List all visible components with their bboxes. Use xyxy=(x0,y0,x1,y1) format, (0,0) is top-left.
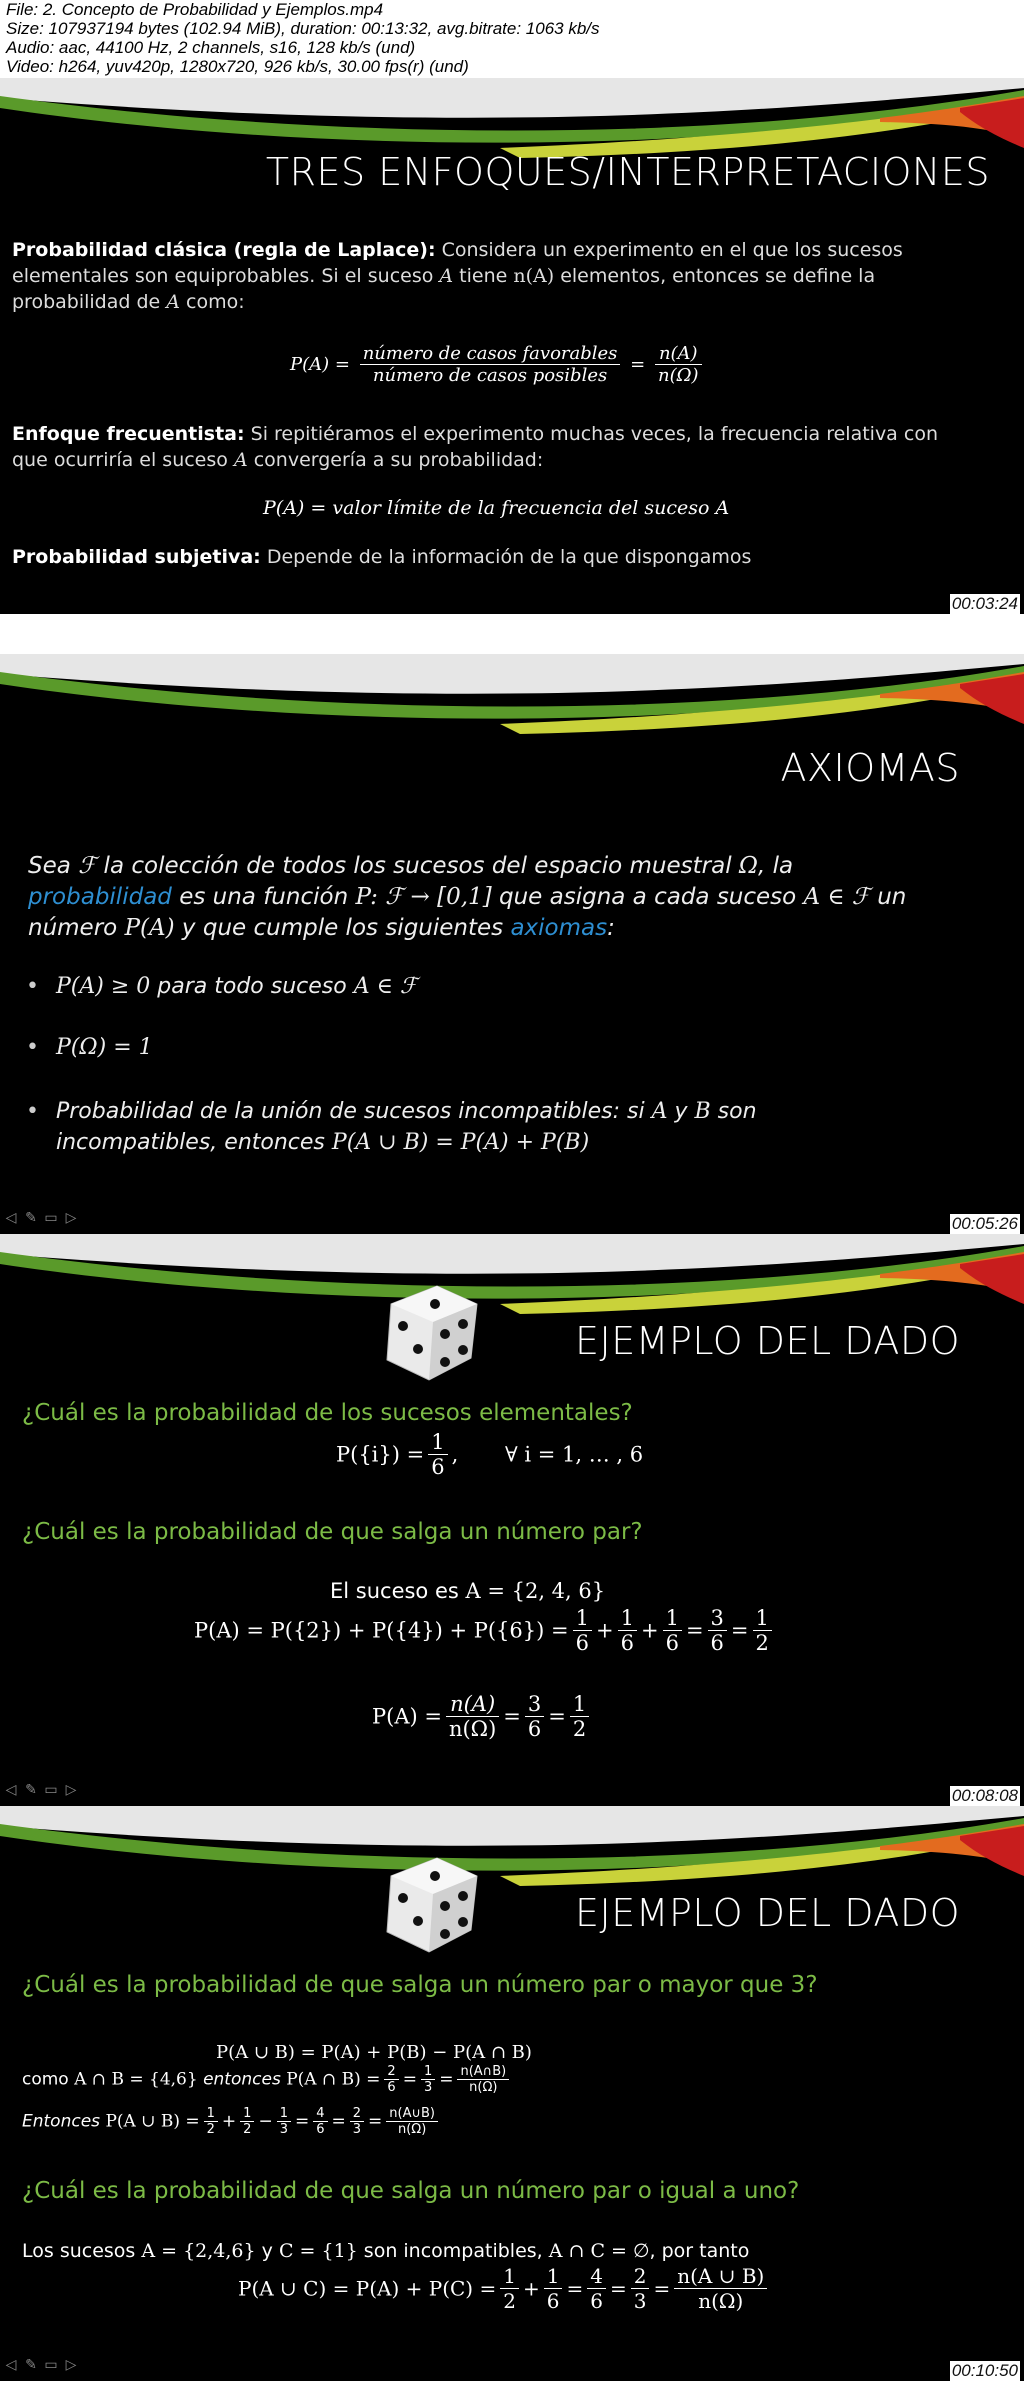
clasica-a2: A xyxy=(166,291,181,313)
f1-rhs: , ∀ i = 1, … , 6 xyxy=(451,1442,644,1467)
axiom-1 xyxy=(56,974,417,999)
f2-text: El suceso es xyxy=(330,1579,466,1603)
f4-mid-den: 6 xyxy=(527,1717,542,1741)
pen-icon[interactable]: ✎ xyxy=(25,1210,37,1226)
ax3-text: incompatibles, entonces xyxy=(56,1130,332,1155)
slide-ejemplo-dado-2 xyxy=(0,1806,1024,2381)
clasica-text3a: probabilidad de xyxy=(12,291,167,313)
f4-mid-num: 3 xyxy=(525,1692,544,1717)
formula-num2: n(A) xyxy=(655,343,702,365)
formula-den: número de casos posibles xyxy=(372,365,608,386)
f2-b: entonces xyxy=(197,2069,287,2090)
intro-text: un xyxy=(869,884,907,910)
f2-set: A ∩ B = {4,6} xyxy=(74,2069,198,2090)
f5-lhs: P(A ∪ C) = P(A) + P(C) = xyxy=(238,2276,497,2301)
formula-interseccion: como A ∩ B = {4,6} entonces P(A ∩ B) = $\frac{2}{6}$ = $\frac{1}{3}$ = $\frac{n(A\cap B)}{n(\Omega)}$ xyxy=(22,2064,513,2095)
question-2: ¿Cuál es la probabilidad de que salga un número par? xyxy=(22,1519,643,1545)
f1-den: 6 xyxy=(431,1455,445,1479)
slide-nav-controls[interactable] xyxy=(2,1210,80,1230)
f4-den: n(Ω) xyxy=(448,1717,497,1741)
subj-text: Depende de la información de la que dispongamos xyxy=(260,546,752,568)
axiom-3 xyxy=(56,1096,757,1158)
timestamp: 00:05:26 xyxy=(951,1214,1018,1233)
axiomas-term: axiomas xyxy=(510,915,608,941)
formula-elemental xyxy=(336,1430,643,1479)
slide-title: AXIOMAS xyxy=(780,746,960,790)
clasica-na: n(A) xyxy=(513,265,555,287)
ax2-math: P(Ω) = 1 xyxy=(56,1035,153,1060)
pen-icon[interactable]: ✎ xyxy=(25,2357,37,2373)
die-icon xyxy=(373,1274,487,1388)
formula-laplace-dado: P(A) = $\frac{n(A)}{n(\Omega)}$ = $\frac{3}{6}$ = $\frac{1}{2}$ xyxy=(372,1692,593,1741)
f4-final-den: 2 xyxy=(572,1717,587,1741)
clasica-text1: Considera un experimento en el que los sucesos xyxy=(435,239,903,261)
axiom-2 xyxy=(56,1035,153,1060)
f4-final-num: 1 xyxy=(570,1692,589,1717)
f2-n3: n(A∩B) xyxy=(457,2064,509,2080)
f2-a: como xyxy=(22,2069,75,2090)
question-1: ¿Cuál es la probabilidad de los sucesos elementales? xyxy=(22,1400,633,1426)
ax3-text: Probabilidad de la unión de sucesos incompatibles: si xyxy=(56,1099,652,1124)
intro-text: y que cumple los siguientes xyxy=(174,915,511,941)
clasica-text2c: elementos, entonces se define la xyxy=(554,265,876,287)
intro-text: número xyxy=(28,915,125,941)
f4-A: A = {2,4,6} xyxy=(141,2240,256,2262)
intro-AinF: A ∈ ℱ xyxy=(803,884,870,910)
subjetiva-paragraph xyxy=(12,546,751,568)
question-2: ¿Cuál es la probabilidad de que salga un número par o igual a uno? xyxy=(22,2178,800,2204)
video-info-header xyxy=(0,0,1024,78)
intro-text: Sea xyxy=(28,853,79,879)
f4-a: Los sucesos xyxy=(22,2240,142,2262)
frec-text1: Si repitiéramos el experimento muchas veces, la frecuencia relativa con xyxy=(244,423,938,445)
slide-title: TRES ENFOQUES/INTERPRETACIONES xyxy=(265,150,990,194)
formula-union: P(A ∪ B) = P(A) + P(B) − P(A ∩ B) xyxy=(216,2042,532,2063)
prev-slide-icon[interactable]: ◁ xyxy=(5,2357,17,2373)
f2-n1: 2 xyxy=(384,2064,398,2080)
f1-lhs: P({i}) = xyxy=(336,1442,425,1467)
ax1-math: P(A) ≥ 0 xyxy=(56,974,151,999)
slide-nav-controls[interactable] xyxy=(2,2357,80,2377)
clasica-text3b: como: xyxy=(180,291,245,313)
pen-icon[interactable]: ✎ xyxy=(25,1782,37,1798)
probabilidad-term: probabilidad xyxy=(28,884,172,910)
f3-lhs: P(A) = P({2}) + P({4}) + P({6}) = xyxy=(194,1618,569,1643)
clasica-label: Probabilidad clásica (regla de Laplace): xyxy=(12,239,436,261)
size-line: Size: 107937194 bytes (102.94 MiB), duration: 00:13:32, avg.bitrate: 1063 kb/s xyxy=(6,19,600,38)
intro-text: que asigna a cada suceso xyxy=(491,884,804,910)
slide-nav-controls[interactable] xyxy=(2,1782,80,1802)
next-slide-icon[interactable]: ▷ xyxy=(65,2357,77,2373)
clasica-paragraph xyxy=(12,237,1012,315)
f2-math: P(A ∩ B) = xyxy=(286,2069,381,2090)
f2-d1: 6 xyxy=(387,2080,396,2095)
formula-lhs: P(A) = xyxy=(290,354,350,375)
menu-icon[interactable]: ▭ xyxy=(44,1782,58,1798)
timestamp: 00:03:24 xyxy=(951,594,1018,613)
formula-den2: n(Ω) xyxy=(657,365,699,386)
f2-d3: n(Ω) xyxy=(469,2080,498,2095)
prev-slide-icon[interactable]: ◁ xyxy=(5,1782,17,1798)
f3-result-den: 6 xyxy=(710,1631,724,1655)
intro-func: P: ℱ → [0,1] xyxy=(355,884,492,910)
f2-d2: 3 xyxy=(423,2080,433,2095)
clasica-text2a: elementales son equiprobables. Si el suceso xyxy=(12,265,440,287)
f3-result-num: 3 xyxy=(708,1606,727,1631)
f4-y: y xyxy=(255,2240,279,2262)
intro-text: , la xyxy=(758,853,794,879)
frec-label: Enfoque frecuentista: xyxy=(12,423,245,445)
prev-slide-icon[interactable]: ◁ xyxy=(5,1210,17,1226)
frecuentista-formula: P(A) = valor límite de la frecuencia del suceso A xyxy=(263,497,730,519)
menu-icon[interactable]: ▭ xyxy=(44,1210,58,1226)
timestamp: 00:08:08 xyxy=(951,1786,1018,1805)
question-1: ¿Cuál es la probabilidad de que salga un número par o mayor que 3? xyxy=(22,1972,818,1998)
intro-F: ℱ xyxy=(78,853,97,879)
intro-text: : xyxy=(607,915,615,941)
intro-text: es una función xyxy=(171,884,356,910)
intro-text: la colección de todos los sucesos del espacio muestral xyxy=(96,853,739,879)
frec-text2b: convergería a su probabilidad: xyxy=(247,449,544,471)
ax3-A: A xyxy=(651,1099,668,1124)
f4-num: n(A) xyxy=(446,1692,499,1717)
laplace-formula xyxy=(290,343,706,386)
audio-line: Audio: aac, 44100 Hz, 2 channels, s16, 128 kb/s (und) xyxy=(6,38,416,57)
frec-text2a: que ocurriría el suceso xyxy=(12,449,234,471)
ax3-text: son xyxy=(710,1099,757,1124)
incompatibles-line xyxy=(22,2240,749,2262)
suceso-line xyxy=(330,1579,605,1603)
formula-union-incompatibles: P(A ∪ C) = P(A) + P(C) = $\frac{1}{2}$ + $\frac{1}{6}$ = $\frac{4}{6}$ = $\frac{2}{3}$ = $\frac{n(A \cup B)}{n(\Omega)}$ xyxy=(238,2264,771,2313)
video-line: Video: h264, yuv420p, 1280x720, 926 kb/s, 30.00 fps(r) (und) xyxy=(6,57,469,76)
ax1-text: para todo suceso xyxy=(150,974,354,999)
subj-label: Probabilidad subjetiva: xyxy=(12,546,261,568)
f3-a: Entonces xyxy=(22,2111,106,2132)
ax3-formula: P(A ∪ B) = P(A) + P(B) xyxy=(331,1130,590,1155)
slide-tres-enfoques xyxy=(0,78,1024,614)
intro-omega: Ω xyxy=(738,853,758,879)
f4-empty: A ∩ C = ∅ xyxy=(548,2240,650,2262)
axiomas-intro xyxy=(28,851,1008,944)
formula-union-result: Entonces P(A ∪ B) = $\frac{1}{2}$ + $\frac{1}{2}$ − $\frac{1}{3}$ = $\frac{4}{6}$ = $\frac{2}{3}$ = $\frac{n(A\cup B)}{n(\Omega)}$ xyxy=(22,2106,442,2137)
menu-icon[interactable]: ▭ xyxy=(44,2357,58,2373)
f4-b: son incompatibles, xyxy=(357,2240,549,2262)
slide-ejemplo-dado-1 xyxy=(0,1234,1024,1806)
formula-eq: = xyxy=(630,354,646,375)
f4-lhs: P(A) = xyxy=(372,1704,442,1729)
f1-num: 1 xyxy=(428,1430,447,1455)
slide-axiomas xyxy=(0,654,1024,1234)
next-slide-icon[interactable]: ▷ xyxy=(65,1210,77,1226)
f2-set: A = {2, 4, 6} xyxy=(465,1579,606,1603)
timestamp: 00:10:50 xyxy=(951,2361,1018,2380)
ax1-math2: A ∈ ℱ xyxy=(353,974,418,999)
frecuentista-paragraph xyxy=(12,421,1012,473)
f3-final-den: 2 xyxy=(755,1631,769,1655)
f2-n2: 1 xyxy=(421,2064,435,2080)
formula-num: número de casos favorables xyxy=(360,343,621,365)
intro-PA: P(A) xyxy=(124,915,175,941)
f3-final-num: 1 xyxy=(753,1606,772,1631)
frec-a: A xyxy=(233,449,248,471)
ax3-B: B xyxy=(694,1099,711,1124)
file-line: File: 2. Concepto de Probabilidad y Ejemplos.mp4 xyxy=(6,0,384,19)
slide-title: EJEMPLO DEL DADO xyxy=(574,1891,960,1935)
formula-par: P(A) = P({2}) + P({4}) + P({6}) = $\frac{1}{6}$ + $\frac{1}{6}$ + $\frac{1}{6}$ = $\frac{3}{6}$ = $\frac{1}{2}$ xyxy=(194,1606,776,1655)
die-icon xyxy=(373,1846,487,1960)
clasica-a1: A xyxy=(439,265,454,287)
ax3-text: y xyxy=(667,1099,695,1124)
next-slide-icon[interactable]: ▷ xyxy=(65,1782,77,1798)
f4-C: C = {1} xyxy=(278,2240,358,2262)
f3-math: P(A ∪ B) = xyxy=(105,2111,200,2132)
f4-c: , por tanto xyxy=(649,2240,750,2262)
clasica-text2b: tiene xyxy=(453,265,514,287)
slide-title: EJEMPLO DEL DADO xyxy=(574,1319,960,1363)
